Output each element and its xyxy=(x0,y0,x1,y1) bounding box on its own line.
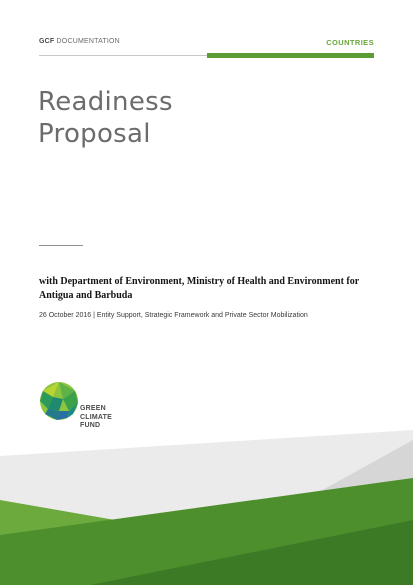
document-title xyxy=(38,86,173,150)
title-line-1: Readiness xyxy=(38,87,173,117)
document-meta: 26 October 2016 | Entity Support, Strategic Framework and Private Sector Mobilization xyxy=(39,312,308,319)
logo-line-2: CLIMATE xyxy=(80,413,112,421)
green-climate-fund-globe-icon xyxy=(39,381,79,421)
title-line-2: Proposal xyxy=(38,119,151,149)
document-subtitle: with Department of Environment, Ministry of Health and Environment for Antigua and Barbuda xyxy=(39,276,359,301)
header-doc-label xyxy=(39,38,120,45)
header-brand: GCF xyxy=(39,38,55,45)
header-category: COUNTRIES xyxy=(326,38,374,47)
header-rule-gray xyxy=(39,55,207,56)
logo-line-3: FUND xyxy=(80,422,101,429)
logo-line-1: GREEN xyxy=(80,405,106,412)
header-rule-green xyxy=(207,53,374,58)
title-divider xyxy=(39,245,83,246)
logo-wordmark xyxy=(80,405,112,431)
header-section: DOCUMENTATION xyxy=(56,38,120,45)
